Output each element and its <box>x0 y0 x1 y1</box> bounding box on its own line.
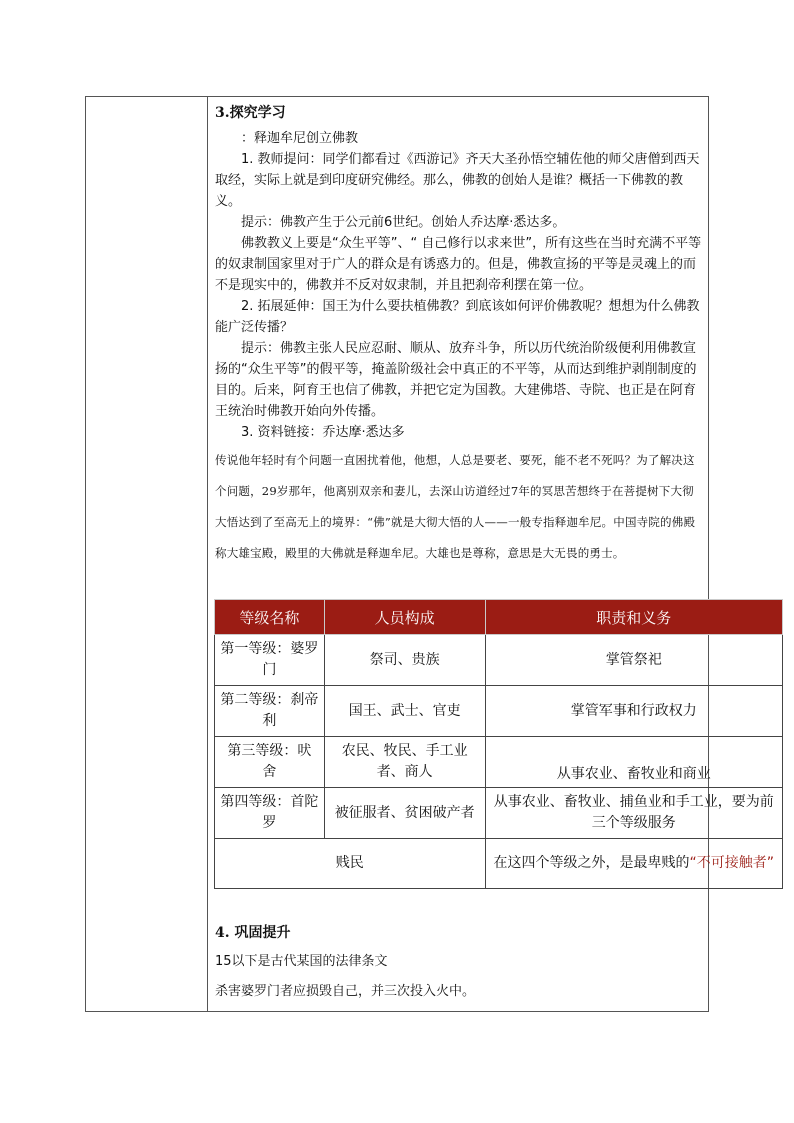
table-row <box>215 635 783 686</box>
consolidation-section <box>215 922 705 1002</box>
outcast-duty-cell <box>485 839 782 889</box>
section-heading-consolidate: 4. 巩固提升 <box>215 925 291 941</box>
outcast-cell: 贱民 <box>215 839 486 889</box>
level-cell: 第二等级：刹帝利 <box>215 686 325 737</box>
doctrine-text: 佛教教义上要是“众生平等”、“ 自己修行以求来世”，所有这些在当时充满不平等的奴隶制国家里对于广人的群众是有诱惑力的。但是，佛教宣扬的平等是灵魂上的而不是现实中的，佛教并不反对奴隶制，并且把刹帝利摆在第一位。 <box>215 236 702 293</box>
lesson-content <box>215 100 705 569</box>
untouchable-quote: “不可接触者” <box>689 855 775 871</box>
level-cell: 第一等级：婆罗门 <box>215 635 325 686</box>
members-cell: 国王、武士、官吏 <box>324 686 485 737</box>
hint-origin: 提示：佛教产生于公元前6世纪。创始人乔达摩·悉达多。 <box>241 215 566 230</box>
caste-table <box>214 599 783 889</box>
hint-spread: 提示：佛教主张人民应忍耐、顺从、放弃斗争，所以历代统治阶级便利用佛教宣扬的“众生平等”的假平等，掩盖阶级社会中真正的不平等，从而达到维护剥削制度的目的。后来，阿育王也信了佛教，并把它定为国教。大建佛塔、寺院、也正是在阿育王统治时佛教开始向外传播。 <box>215 341 697 419</box>
duty-cell: 从事农业、畜牧业、捕鱼业和手工业，要为前三个等级服务 <box>485 788 782 839</box>
level-cell: 第三等级：吠 舍 <box>215 737 325 788</box>
outcast-duty-text: 在这四个等级之外，是最卑贱的 <box>493 855 690 871</box>
duty-cell: 掌管军事和行政权力 <box>485 686 782 737</box>
topic-line: ：释迦牟尼创立佛教 <box>241 131 359 146</box>
members-cell: 农民、牧民、手工业者、商人 <box>324 737 485 788</box>
members-cell: 被征服者、贫困破产者 <box>324 788 485 839</box>
header-members: 人员构成 <box>324 600 485 635</box>
header-duty: 职责和义务 <box>485 600 782 635</box>
question-intro: 15以下是古代某国的法律条文 <box>215 954 388 969</box>
column-divider <box>207 96 208 1012</box>
section-heading-explore: 3.探究学习 <box>215 105 286 121</box>
law-text: 杀害婆罗门者应损毁自己，并三次投入火中。 <box>215 984 476 999</box>
duty-cell: 掌管祭祀 <box>485 635 782 686</box>
table-row <box>215 839 783 889</box>
table-row <box>215 788 783 839</box>
table-row <box>215 737 783 788</box>
teacher-question: 1. 教师提问：同学们都看过《西游记》齐天大圣孙悟空辅佐他的师父唐僧到西天取经，实际上就是到印度研究佛经。那么，佛教的创始人是谁？概括一下佛教的教义。 <box>215 152 700 209</box>
resource-link-title: 3. 资料链接：乔达摩·悉达多 <box>241 425 405 440</box>
header-level: 等级名称 <box>215 600 325 635</box>
members-cell: 祭司、贵族 <box>324 635 485 686</box>
table-header-row <box>215 600 783 635</box>
table-row <box>215 686 783 737</box>
siddhartha-story: 传说他年轻时有个问题一直困扰着他，他想，人总是要老、要死，能不老不死吗？为了解决这个问题，29岁那年，他离别双亲和妻儿，去深山访道经过7年的冥思苦想终于在菩提树下大彻大悟达到了至高无上的境界：“佛”就是大彻大悟的人——一般专指释迦牟尼。中国寺院的佛殿称大雄宝殿，殿里的大佛就是释迦牟尼。大雄也是尊称，意思是大无畏的勇士。 <box>215 453 696 560</box>
level-cell: 第四等级：首陀罗 <box>215 788 325 839</box>
duty-cell: 从事农业、畜牧业和商业 <box>485 737 782 788</box>
extension-question: 2. 拓展延伸：国王为什么要扶植佛教？到底该如何评价佛教呢？想想为什么佛教能广泛传播？ <box>215 299 700 335</box>
